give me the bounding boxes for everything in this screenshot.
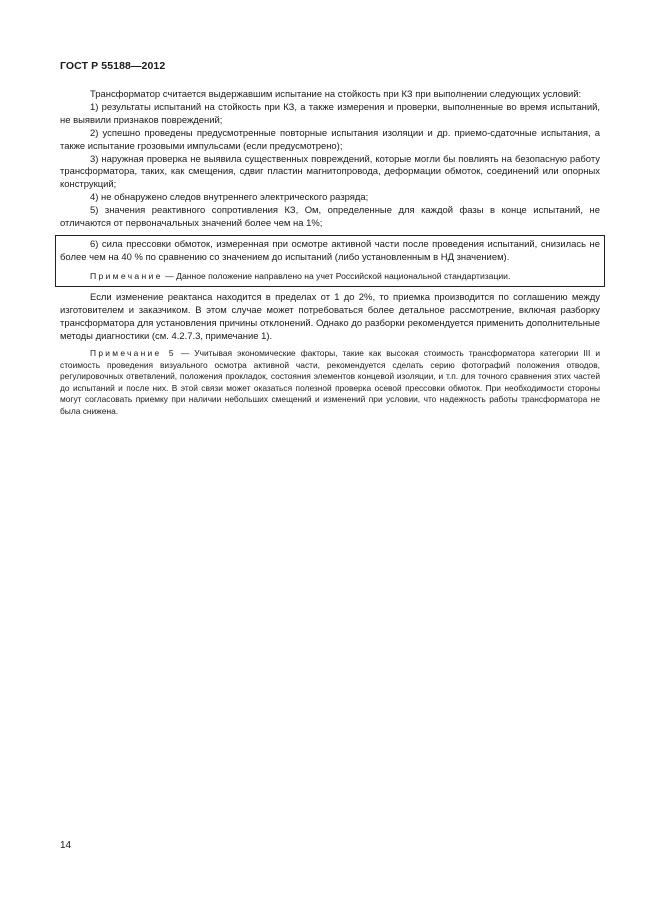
note-5-label: Примечание 5 <box>90 348 176 359</box>
box-note <box>60 270 600 282</box>
national-deviation-box <box>55 235 605 287</box>
intro-paragraph: Трансформатор считается выдержавшим испытание на стойкость при КЗ при выполнении следующих условий: <box>90 89 582 100</box>
note-5-text: — Учитывая экономические факторы, такие как высокая стоимость трансформатора категории III и стоимость проведения визуального осмотра активной части, рекомендуется сделать серию фотографий положения отводов, регулировочных ответвлений, положения прокладок, состояния элементов концевой изоляции, и т.п. для точного сравнения этих частей до испытаний и после них. В этой связи может оказаться полезной проверка осевой прессовки обмоток. При необходимости стороны могут согласовать приемку при наличии небольших смещений и изменений при условии, что надежность работы трансформатора не была снижена. <box>60 348 601 416</box>
document-header: ГОСТ Р 55188—2012 <box>60 60 166 72</box>
reactance-paragraph: Если изменение реактанса находится в пределах от 1 до 2%, то приемка производится по соглашению между изготовителем и заказчиком. В этом случае может потребоваться более детальное рассмотрение, включая разборку трансформатора для установления причины отклонений. Однако до разборки рекомендуется применить дополнительные методы диагностики (см. 4.2.7.3, примечание 1). <box>60 291 600 342</box>
condition-item-1: 1) результаты испытаний на стойкость при КЗ, а также измерения и проверки, выполненные во время испытаний, не выявили признаков повреждений; <box>60 101 600 126</box>
document-page <box>60 60 600 417</box>
condition-item-4: 4) не обнаружено следов внутреннего электрического разряда; <box>90 192 369 204</box>
box-note-text: — Данное положение направлено на учет Российской национальной стандартизации. <box>162 270 511 281</box>
condition-item-6: 6) сила прессовки обмоток, измеренная при осмотре активной части после проведения испытаний, снизилась не более чем на 40 % по сравнению со значением до испытаний (либо установленным в НД значением). <box>60 238 600 263</box>
box-note-label: Примечание <box>90 270 163 281</box>
condition-item-2: 2) успешно проведены предусмотренные повторные испытания изоляции и др. приемо-сдаточные испытания, а также испытание грозовыми импульсами (если предусмотрено); <box>60 127 600 152</box>
condition-item-3: 3) наружная проверка не выявила существенных повреждений, которые могли бы повлиять на безопасную работу трансформатора, таких, как смещения, сдвиг пластин магнитопровода, деформации обмоток, соединений или опорных конструкций; <box>60 153 600 191</box>
page-number: 14 <box>60 840 72 851</box>
condition-item-5: 5) значения реактивного сопротивления КЗ, Ом, определенные для каждой фазы в конце испытаний, не отличаются от первоначальных значений более чем на 1%; <box>60 205 600 230</box>
note-5 <box>60 348 600 417</box>
